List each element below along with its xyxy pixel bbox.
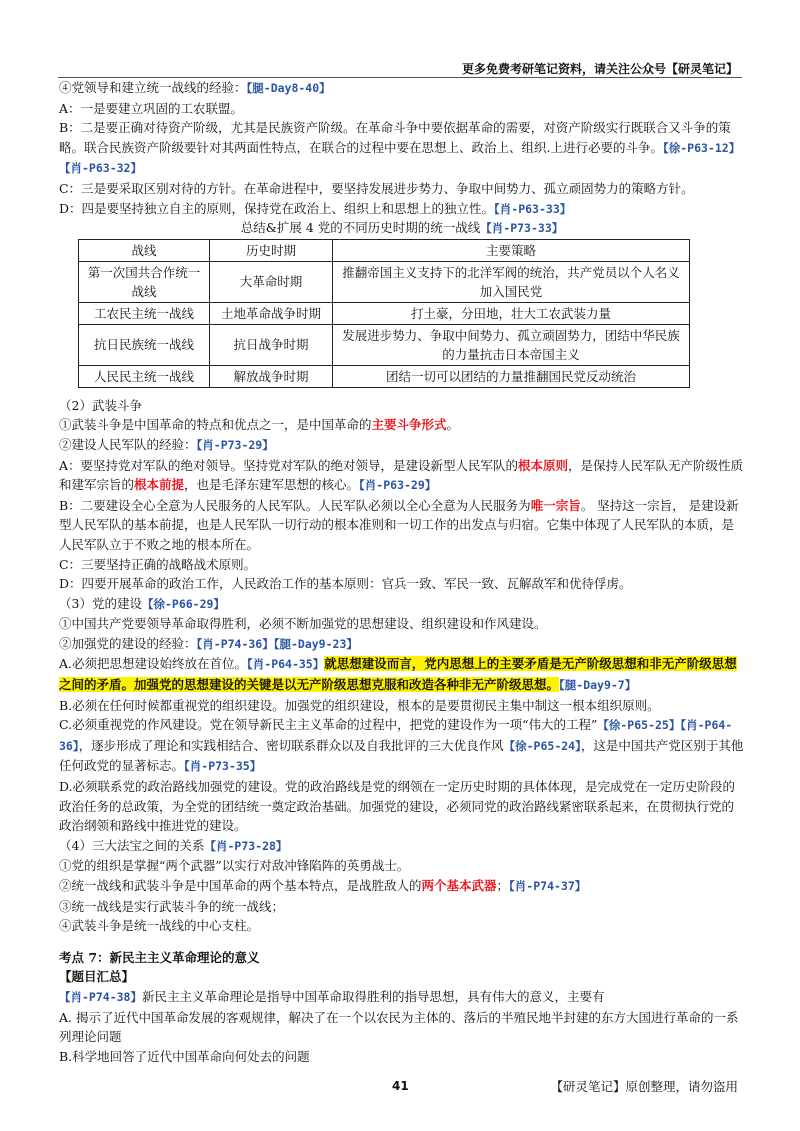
ref-tag: 【徐-P63-12】 bbox=[662, 140, 741, 155]
treasures-p2: ②统一战线和武装斗争是中国革命的两个基本特点，是战胜敌人的两个基本武器；【肖-P74-37】 bbox=[59, 878, 587, 893]
point7-b: B.科学地回答了近代中国革命向何处去的问题 bbox=[59, 1048, 310, 1064]
table-cell: 工农民主统一战线 bbox=[79, 302, 210, 324]
table-header: 战线 bbox=[79, 239, 210, 261]
armed-p1: ①武装斗争是中国革命的特点和优点之一，是中国革命的主要斗争形式。 bbox=[59, 417, 460, 433]
table-row bbox=[79, 302, 690, 324]
party-title: （3）党的建设【徐-P66-29】 bbox=[59, 595, 225, 611]
armed-d: D：四要开展革命的政治工作，人民政治工作的基本原则：官兵一致、军民一致、瓦解敌军和优待俘虏。 bbox=[59, 576, 632, 592]
point7-subtitle: 【题目汇总】 bbox=[59, 969, 135, 985]
treasures-title: （4）三大法宝之间的关系【肖-P73-28】 bbox=[59, 837, 288, 853]
emphasis: 根本前提 bbox=[134, 477, 185, 493]
ref-tag: 【肖-P73-33】 bbox=[480, 221, 564, 236]
party-p1: ①中国共产党要领导革命取得胜利，必须不断加强党的思想建设、组织建设和作风建设。 bbox=[59, 616, 547, 632]
emphasis: 根本原则 bbox=[518, 457, 569, 473]
point7-intro: 【肖-P74-38】新民主主义革命理论是指导中国革命取得胜利的指导思想，具有伟大的意义，主要有 bbox=[59, 988, 605, 1004]
table-cell: 抗日战争时期 bbox=[210, 324, 333, 365]
ref-tag: 【肖-P64-36】 bbox=[59, 718, 733, 753]
united-front-a: A：一是要建立巩固的工农联盟。 bbox=[59, 100, 244, 116]
table-row bbox=[79, 261, 690, 302]
ref-tag: 【肖-P63-33】 bbox=[494, 201, 572, 216]
page-number: 41 bbox=[392, 1079, 409, 1093]
party-a: A.必须把思想建设始终放在首位。【肖-P64-35】就思想建设而言，党内思想上的主要矛盾是无产阶级思想和非无产阶级思想之间的矛盾。加强党的思想建设的关键是以无产阶级思想克服和改造各种非无产阶级思想。【腿-Day9-7】 bbox=[59, 656, 737, 693]
party-p2: ②加强党的建设的经验：【肖-P74-36】【腿-Day9-23】 bbox=[59, 635, 358, 651]
table-cell: 土地革命战争时期 bbox=[210, 302, 333, 324]
table-cell: 解放战争时期 bbox=[210, 365, 333, 387]
table-cell: 打土豪，分田地，壮大工农武装力量 bbox=[333, 302, 690, 324]
ref-tag: 【徐-P65-25】 bbox=[597, 718, 681, 733]
armed-b: B：二要建设全心全意为人民服务的人民军队。人民军队必须以全心全意为人民服务为唯一宗旨。 坚持这一宗旨， 是建设新型人民军队的基本前提，也是人民军队一切行动的根本准则和一切工作的出发点与归宿。它集中体现了人民军队的本质，是人民军队立于不败之地的根本所在。 bbox=[59, 497, 739, 552]
ref-tag: 【腿-Day9-7】 bbox=[559, 678, 637, 693]
table-cell: 第一次国共合作统一战线 bbox=[79, 261, 210, 302]
armed-title: （2）武装斗争 bbox=[59, 397, 142, 413]
emphasis: 两个基本武器 bbox=[421, 878, 497, 893]
ref-tag: 【肖-P73-29】 bbox=[196, 437, 274, 452]
ref-tag: 【腿-Day9-23】 bbox=[273, 636, 358, 651]
table-cell: 发展进步势力、争取中间势力、孤立顽固势力，团结中华民族的力量抗击日本帝国主义 bbox=[333, 324, 690, 365]
emphasis: 唯一宗旨 bbox=[530, 497, 581, 513]
treasures-p4: ④武装斗争是统一战线的中心支柱。 bbox=[59, 918, 260, 934]
ref-tag: 【肖-P63-32】 bbox=[59, 161, 142, 176]
united-front-d: D：四是要坚持独立自主的原则，保持党在政治上、组织上和思想上的独立性。【肖-P63-33】 bbox=[59, 200, 572, 216]
table-cell: 大革命时期 bbox=[210, 261, 333, 302]
treasures-p3: ③统一战线是实行武装斗争的统一战线； bbox=[59, 898, 285, 914]
header-note: 更多免费考研笔记资料，请关注公众号【研灵笔记】 bbox=[461, 62, 738, 76]
table-cell: 抗日民族统一战线 bbox=[79, 324, 210, 365]
footer-note: 【研灵笔记】原创整理，请勿盗用 bbox=[550, 1079, 738, 1094]
ref-tag: 【肖-P74-37】 bbox=[509, 879, 587, 893]
united-front-title: ④党领导和建立统一战线的经验：【腿-Day8-40】 bbox=[59, 80, 331, 95]
armed-a: A：要坚持党对军队的绝对领导。坚持党对军队的绝对领导，是建设新型人民军队的根本原则，是保持人民军队无产阶级性质和建军宗旨的根本前提，也是毛泽东建军思想的核心。【肖-P63-29】 bbox=[59, 457, 744, 493]
armed-p2: ②建设人民军队的经验：【肖-P73-29】 bbox=[59, 436, 274, 452]
party-b: B.必须在任何时候都重视党的组织建设。加强党的组织建设，根本的是要贯彻民主集中制这一根本组织原则。 bbox=[59, 697, 660, 713]
section-gap bbox=[59, 936, 745, 948]
ref-tag: 【腿-Day8-40】 bbox=[246, 81, 331, 95]
ref-tag: 【徐-P65-24】 bbox=[503, 738, 581, 753]
table-header: 历史时期 bbox=[210, 239, 333, 261]
table-row bbox=[79, 324, 690, 365]
united-front-c: C：三是要采取区别对待的方针。在革命进程中，要坚持发展进步势力、争取中间势力、孤立顽固势力的策略方针。 bbox=[59, 180, 694, 196]
ref-tag: 【肖-P74-36】 bbox=[196, 636, 274, 651]
ref-tag: 【肖-P64-35】 bbox=[247, 657, 325, 672]
table-cell: 推翻帝国主义支持下的北洋军阀的统治，共产党员以个人名义加入国民党 bbox=[333, 261, 690, 302]
ref-tag: 【徐-P66-29】 bbox=[141, 596, 225, 611]
united-front-table bbox=[78, 239, 690, 388]
table-caption: 总结&扩展 4 党的不同历史时期的统一战线【肖-P73-33】 bbox=[240, 220, 564, 236]
point7-title: 考点 7：新民主主义革命理论的意义 bbox=[59, 949, 260, 965]
ref-tag: 【肖-P63-29】 bbox=[359, 478, 437, 493]
highlight: 就思想建设而言，党内思想上的主要矛盾是无产阶级思想和非无产阶级思想之间的矛盾。加强党的思想建设的关键是以无产阶级思想克服和改造各种非无产阶级思想。 bbox=[59, 656, 737, 693]
party-c: C.必须重视党的作风建设。党在领导新民主主义革命的过程中，把党的建设作为一项“伟大的工程”【徐-P65-25】【肖-P64-36】，逐步形成了理论和实践相结合、密切联系群众以及自我批评的三大优良作风【徐-P65-24】，这是中国共产党区别于其他任何政党的显著标志。【肖-P73-35】 bbox=[59, 717, 744, 774]
table-cell: 团结一切可以团结的力量推翻国民党反动统治 bbox=[333, 365, 690, 387]
armed-c: C：三要坚持正确的战略战术原则。 bbox=[59, 556, 257, 572]
party-d: D.必须联系党的政治路线加强党的建设。党的政治路线是党的纲领在一定历史时期的具体体现，是完成党在一定历史阶段的政治任务的总政策，为全党的团结统一奠定政治基础。加强党的建设，必须同党的政治路线紧密联系起来，在贯彻执行党的政治纲领和路线中推进党的建设。 bbox=[59, 779, 736, 834]
ref-tag: 【肖-P73-35】 bbox=[184, 759, 262, 774]
united-front-b: B：二是要正确对待资产阶级，尤其是民族资产阶级。在革命斗争中要依据革命的需要，对资产阶级实行既联合又斗争的策略。联合民族资产阶级要针对其两面性特点，在联合的过程中要在思想上、政治上、组织.上进行必要的斗争。【徐-P63-12】【肖-P63-32】 bbox=[59, 120, 741, 176]
point7-a: A. 揭示了近代中国革命发展的客观规律，解决了在一个以农民为主体的、落后的半殖民地半封建的东方大国进行革命的一系列理论问题 bbox=[59, 1009, 739, 1045]
table-header-row bbox=[79, 239, 690, 261]
table-row bbox=[79, 365, 690, 387]
treasures-p1: ①党的组织是掌握“两个武器”以实行对敌冲锋陷阵的英勇战士。 bbox=[59, 858, 410, 874]
emphasis: 主要斗争形式 bbox=[371, 417, 447, 433]
ref-tag: 【肖-P73-28】 bbox=[204, 838, 288, 853]
page-content bbox=[59, 78, 745, 1066]
table-header: 主要策略 bbox=[333, 239, 690, 261]
ref-tag: 【肖-P74-38】 bbox=[59, 989, 142, 1004]
table-cell: 人民民主统一战线 bbox=[79, 365, 210, 387]
